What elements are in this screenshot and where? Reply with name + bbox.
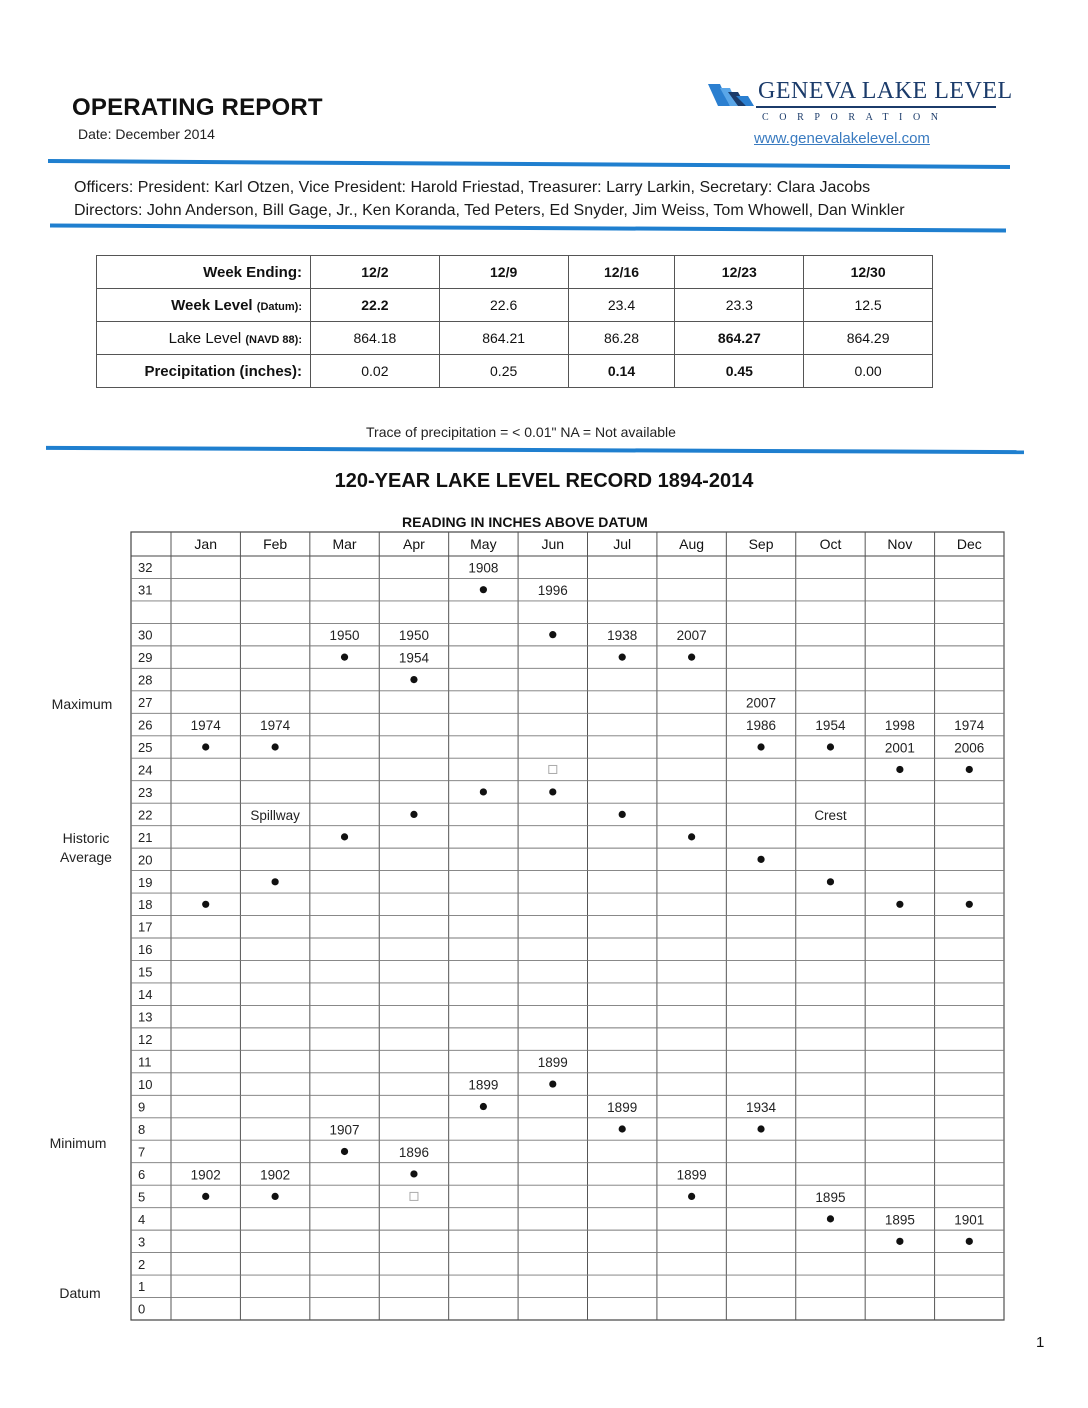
maximum-label: Maximum xyxy=(51,696,113,712)
record-year-label: 1907 xyxy=(329,1122,360,1138)
row-level-label: 6 xyxy=(138,1166,146,1182)
record-dot xyxy=(966,901,973,908)
row-level-label: 19 xyxy=(138,874,153,890)
record-year-label: 1895 xyxy=(815,1189,846,1205)
directors-line: Directors: John Anderson, Bill Gage, Jr., Ken Koranda, Ted Peters, Ed Snyder, Jim Weiss, Tom Whowell, Dan Winkler xyxy=(74,202,905,219)
record-subtitle: READING IN INCHES ABOVE DATUM xyxy=(402,514,648,530)
row-level-label: 27 xyxy=(138,695,153,711)
minimum-label: Minimum xyxy=(49,1135,107,1151)
row-level-label: 30 xyxy=(138,627,153,643)
record-open-marker xyxy=(410,1192,418,1200)
record-dot xyxy=(341,1148,348,1155)
precipitation-cell: 0.25 xyxy=(439,355,568,388)
record-open-marker xyxy=(549,765,557,773)
page-number: 1 xyxy=(1036,1334,1045,1351)
row-level-label: 10 xyxy=(138,1077,153,1093)
row-level-label: 8 xyxy=(138,1121,146,1137)
lake-level-cell: 864.18 xyxy=(311,322,440,355)
record-dot xyxy=(757,856,764,863)
week-ending-cell: 12/9 xyxy=(439,256,568,289)
precipitation-cell: 0.02 xyxy=(311,355,440,388)
record-dot xyxy=(688,654,695,661)
row-level-label: 26 xyxy=(138,717,153,733)
record-year-label: 1896 xyxy=(398,1144,429,1160)
officers-line: Officers: President: Karl Otzen, Vice President: Harold Friestad, Treasurer: Larry Larkin, Secretary: Clara Jacobs xyxy=(74,179,871,196)
record-year-label: Spillway xyxy=(250,807,300,823)
lake-level-cell: 86.28 xyxy=(568,322,675,355)
record-year-label: 1899 xyxy=(468,1077,499,1093)
month-header: May xyxy=(470,536,497,552)
record-dot xyxy=(896,766,903,773)
record-year-label: 1934 xyxy=(746,1099,777,1115)
record-year-label: 1954 xyxy=(398,650,429,666)
month-header: Nov xyxy=(887,536,913,552)
record-dot xyxy=(688,1193,695,1200)
row-level-label: 23 xyxy=(138,784,153,800)
record-dot xyxy=(272,743,279,750)
record-dot xyxy=(272,1193,279,1200)
record-dot xyxy=(966,766,973,773)
month-header: Dec xyxy=(956,536,982,552)
precipitation-note: Trace of precipitation = < 0.01" NA = Not available xyxy=(366,424,676,440)
record-year-label: 2007 xyxy=(746,695,777,711)
month-header: Feb xyxy=(263,536,288,552)
record-dot xyxy=(549,631,556,638)
record-year-label: 1902 xyxy=(190,1167,221,1183)
row-level-label: 15 xyxy=(138,964,153,980)
week-level-cell: 22.2 xyxy=(311,289,440,322)
record-dot xyxy=(757,1125,764,1132)
month-header: Jul xyxy=(613,536,632,552)
month-header: Sep xyxy=(748,536,774,552)
record-dot xyxy=(480,1103,487,1110)
row-level-label: 11 xyxy=(138,1054,152,1070)
month-header: Jun xyxy=(541,536,565,552)
record-year-label: 1902 xyxy=(260,1167,291,1183)
record-dot xyxy=(410,1170,417,1177)
month-header: Mar xyxy=(332,536,357,552)
record-year-label: 2007 xyxy=(676,628,707,644)
row-level-label: 12 xyxy=(138,1032,153,1048)
record-dot xyxy=(896,901,903,908)
precipitation-cell: 0.45 xyxy=(675,355,804,388)
lake-level-label: Lake Level (NAVD 88): xyxy=(97,322,311,355)
row-level-label: 4 xyxy=(138,1211,146,1227)
month-header: Aug xyxy=(679,536,705,552)
week-ending-cell: 12/16 xyxy=(568,256,675,289)
lake-level-row xyxy=(97,322,933,355)
record-year-label: 1899 xyxy=(537,1054,568,1070)
record-year-label: 1954 xyxy=(815,717,846,733)
record-year-label: 1974 xyxy=(954,717,985,733)
logo-divider xyxy=(756,106,996,108)
record-year-label: 1974 xyxy=(190,717,221,733)
record-dot xyxy=(202,743,209,750)
row-level-label: 22 xyxy=(138,807,153,823)
week-level-row xyxy=(97,289,933,322)
record-dot xyxy=(341,833,348,840)
datum-label: Datum xyxy=(59,1285,101,1301)
record-title: 120-YEAR LAKE LEVEL RECORD 1894-2014 xyxy=(334,470,754,492)
record-dot xyxy=(549,1080,556,1087)
record-dot xyxy=(619,811,626,818)
row-level-label: 18 xyxy=(138,897,153,913)
row-level-label: 7 xyxy=(138,1144,146,1160)
record-year-label: 1974 xyxy=(260,717,291,733)
week-level-cell: 22.6 xyxy=(439,289,568,322)
row-level-label: 17 xyxy=(138,919,153,935)
row-level-label: 2 xyxy=(138,1256,146,1272)
precipitation-cell: 0.00 xyxy=(804,355,933,388)
grid-frame xyxy=(131,532,1004,1320)
row-level-label: 25 xyxy=(138,739,153,755)
record-dot xyxy=(757,743,764,750)
week-ending-row xyxy=(97,256,933,289)
record-dot xyxy=(202,1193,209,1200)
lake-level-cell: 864.29 xyxy=(804,322,933,355)
record-year-label: 1938 xyxy=(607,628,638,644)
record-year-label: 1895 xyxy=(884,1212,915,1228)
record-dot xyxy=(202,901,209,908)
record-dot xyxy=(688,833,695,840)
row-level-label: 24 xyxy=(138,762,153,778)
record-year-label: 1950 xyxy=(329,628,360,644)
record-year-label: Crest xyxy=(814,807,847,823)
precipitation-row xyxy=(97,355,933,388)
record-dot xyxy=(272,878,279,885)
logo-name: GENEVA LAKE LEVEL xyxy=(758,78,1013,104)
record-year-label: 2001 xyxy=(884,740,915,756)
table-divider xyxy=(46,446,1024,454)
week-ending-cell: 12/2 xyxy=(311,256,440,289)
record-dot xyxy=(896,1238,903,1245)
record-year-label: 1996 xyxy=(537,583,568,599)
row-level-label: 21 xyxy=(138,829,153,845)
lake-level-cell: 864.21 xyxy=(439,322,568,355)
row-level-label: 16 xyxy=(138,942,153,958)
row-level-label: 31 xyxy=(138,582,153,598)
historic-label: Historic xyxy=(62,830,110,846)
record-dot xyxy=(480,788,487,795)
record-dot xyxy=(827,743,834,750)
weekly-levels-table xyxy=(96,255,933,388)
row-level-label: 9 xyxy=(138,1099,146,1115)
precipitation-cell: 0.14 xyxy=(568,355,675,388)
record-year-label: 1901 xyxy=(954,1212,985,1228)
row-level-label: 1 xyxy=(138,1279,146,1295)
report-title: OPERATING REPORT xyxy=(72,94,323,121)
record-dot xyxy=(480,586,487,593)
record-dot xyxy=(827,878,834,885)
record-year-label: 2006 xyxy=(954,740,985,756)
record-year-label: 1998 xyxy=(884,717,915,733)
record-dot xyxy=(966,1238,973,1245)
record-dot xyxy=(410,676,417,683)
record-year-label: 1908 xyxy=(468,560,499,576)
week-ending-cell: 12/23 xyxy=(675,256,804,289)
month-header: Oct xyxy=(819,536,842,552)
row-level-label: 20 xyxy=(138,852,153,868)
website-link[interactable]: www.genevalakelevel.com xyxy=(754,130,930,147)
lake-level-cell: 864.27 xyxy=(675,322,804,355)
officers-divider xyxy=(50,223,1006,232)
precipitation-label: Precipitation (inches): xyxy=(97,355,311,388)
record-dot xyxy=(827,1215,834,1222)
report-date: Date: December 2014 xyxy=(78,126,215,142)
row-level-label: 28 xyxy=(138,672,153,688)
logo-subtitle: CORPORATION xyxy=(762,112,949,123)
record-dot xyxy=(549,788,556,795)
month-header: Jan xyxy=(194,536,217,552)
record-year-label: 1950 xyxy=(398,628,429,644)
row-level-label: 29 xyxy=(138,650,153,666)
record-year-label: 1899 xyxy=(676,1167,707,1183)
week-ending-cell: 12/30 xyxy=(804,256,933,289)
record-dot xyxy=(410,811,417,818)
row-level-label: 14 xyxy=(138,987,153,1003)
row-level-label: 32 xyxy=(138,560,153,576)
week-ending-label: Week Ending: xyxy=(97,256,311,289)
week-level-label: Week Level (Datum): xyxy=(97,289,311,322)
week-level-cell: 23.4 xyxy=(568,289,675,322)
record-year-label: 1899 xyxy=(607,1099,638,1115)
row-level-label: 0 xyxy=(138,1301,146,1317)
row-level-label: 3 xyxy=(138,1234,146,1250)
record-year-label: 1986 xyxy=(746,717,777,733)
record-dot xyxy=(619,1125,626,1132)
row-level-label: 13 xyxy=(138,1009,153,1025)
record-dot xyxy=(341,654,348,661)
average-label: Average xyxy=(60,849,112,865)
month-header: Apr xyxy=(403,536,425,552)
week-level-cell: 23.3 xyxy=(675,289,804,322)
row-level-label: 5 xyxy=(138,1189,146,1205)
week-level-cell: 12.5 xyxy=(804,289,933,322)
header-divider xyxy=(48,159,1010,169)
record-dot xyxy=(619,654,626,661)
